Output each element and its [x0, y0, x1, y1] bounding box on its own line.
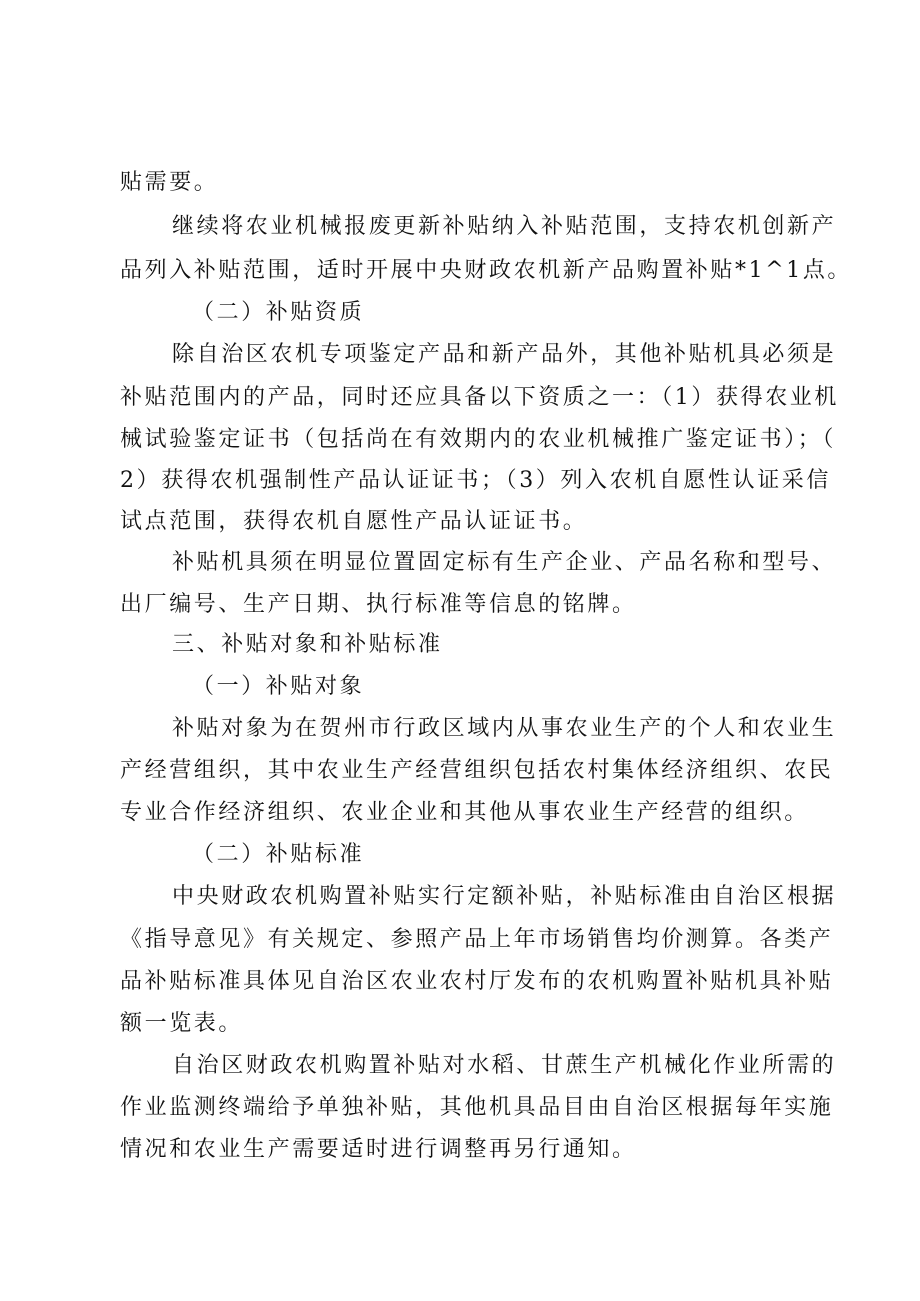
text-line: 械试验鉴定证书（包括尚在有效期内的农业机械推广鉴定证书）；（ [120, 427, 837, 452]
section-heading: （二）补贴标准 [192, 842, 365, 867]
text-line: 贴需要。 [120, 170, 219, 195]
text-line: 作业监测终端给予单独补贴，其他机具品目由自治区根据每年实施 [120, 1095, 834, 1120]
section-heading: 三、补贴对象和补贴标准 [172, 632, 443, 657]
section-heading: （一）补贴对象 [192, 674, 365, 699]
text-line: 品列入补贴范围，适时开展中央财政农机新产品购置补贴*1^1点。 [120, 258, 853, 283]
text-line: 补贴机具须在明显位置固定标有生产企业、产品名称和型号、 [172, 550, 837, 575]
text-line: 《指导意见》有关规定、参照产品上年市场销售均价测算。各类产 [120, 927, 834, 952]
text-line: 2）获得农机强制性产品认证证书；（3）列入农机自愿性认证采信 [120, 468, 831, 493]
text-line: 自治区财政农机购置补贴对水稻、甘蔗生产机械化作业所需的 [172, 1053, 837, 1078]
text-line: 中央财政农机购置补贴实行定额补贴，补贴标准由自治区根据 [172, 884, 837, 909]
text-line: 额一览表。 [120, 1011, 244, 1036]
text-line: 除自治区农机专项鉴定产品和新产品外，其他补贴机具必须是 [172, 342, 837, 367]
text-line: 继续将农业机械报废更新补贴纳入补贴范围，支持农机创新产 [172, 214, 837, 239]
text-line: 出厂编号、生产日期、执行标准等信息的铭牌。 [120, 592, 637, 617]
text-line: 试点范围，获得农机自愿性产品认证证书。 [120, 509, 588, 534]
text-line: 补贴对象为在贺州市行政区域内从事农业生产的个人和农业生 [172, 716, 837, 741]
text-line: 专业合作经济组织、农业企业和其他从事农业生产经营的组织。 [120, 800, 809, 825]
text-line: 情况和农业生产需要适时进行调整再另行通知。 [120, 1137, 637, 1162]
text-line: 品补贴标准具体见自治区农业农村厅发布的农机购置补贴机具补贴 [120, 969, 834, 994]
text-line: 产经营组织，其中农业生产经营组织包括农村集体经济组织、农民 [120, 758, 834, 783]
text-line: 补贴范围内的产品，同时还应具备以下资质之一：（1）获得农业机 [120, 385, 839, 410]
section-heading: （二）补贴资质 [192, 300, 365, 325]
